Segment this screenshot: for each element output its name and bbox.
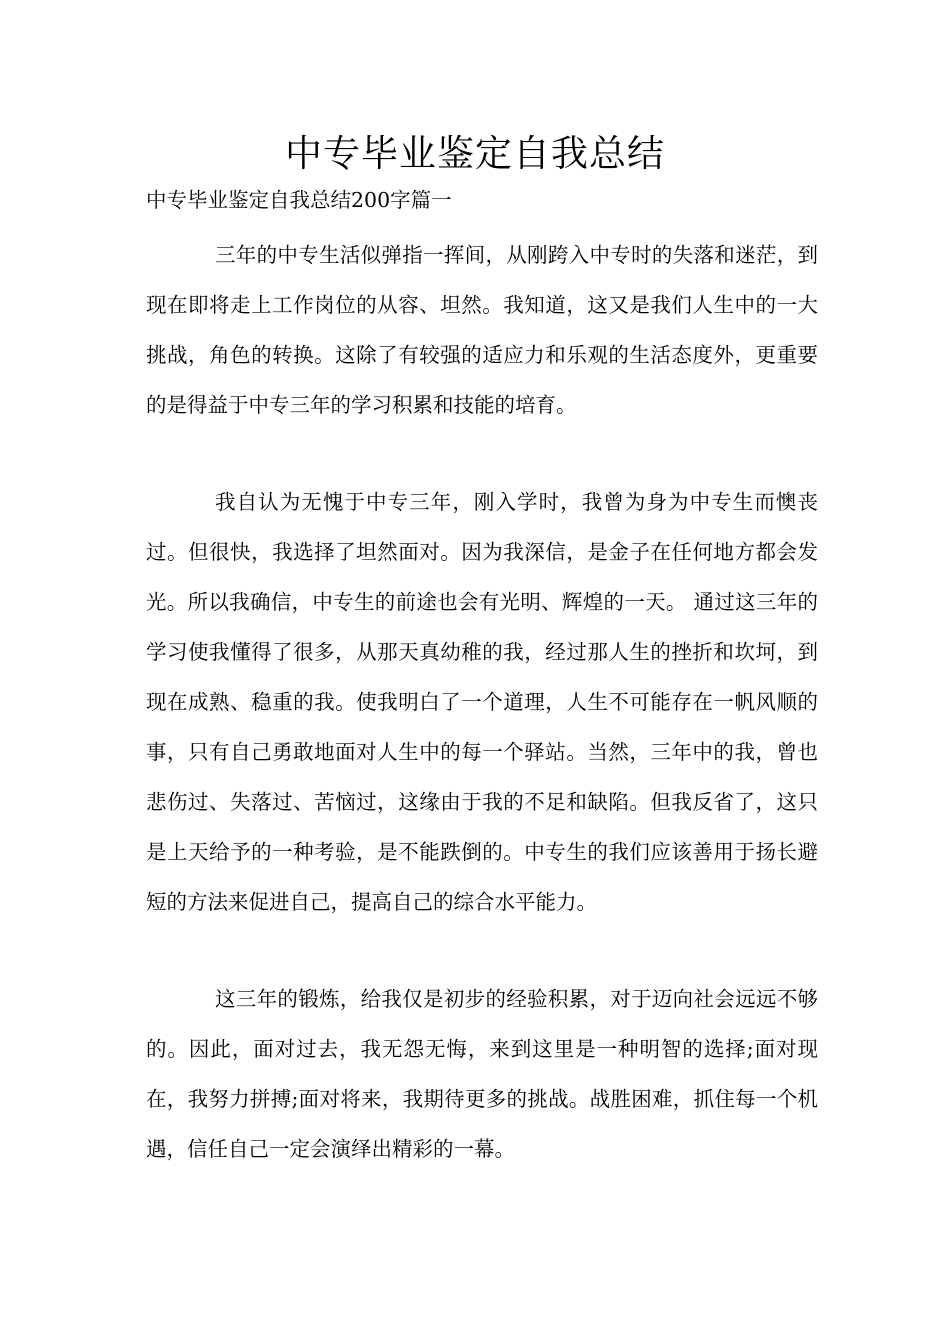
document-subtitle: 中专毕业鉴定自我总结200字篇一 xyxy=(146,188,452,212)
paragraph-3: 这三年的锻炼，给我仅是初步的经验积累，对于迈向社会远远不够的。因此，面对过去，我无怨无悔，来到这里是一种明智的选择;面对现在，我努力拼搏;面对将来，我期待更多的挑战。战胜困难，抓住每一个机遇，信任自己一定会演绎出精彩的一幕。 xyxy=(146,987,818,1161)
document-title: 中专毕业鉴定自我总结 xyxy=(285,132,665,175)
paragraph-2: 我自认为无愧于中专三年，刚入学时，我曾为身为中专生而懊丧过。但很快，我选择了坦然面对。因为我深信，是金子在任何地方都会发光。所以我确信，中专生的前途也会有光明、辉煌的一天。 通过这三年的学习使我懂得了很多，从那天真幼稚的我，经过那人生的挫折和坎坷，到现在成熟、稳重的我。使我明白了一个道理，人生不可能存在一帆风顺的事，只有自己勇敢地面对人生中的每一个驿站。当然，三年中的我，曾也悲伤过、失落过、苦恼过，这缘由于我的不足和缺陷。但我反省了，这只是上天给予的一种考验，是不能跌倒的。中专生的我们应该善用于扬长避短的方法来促进自己，提高自己的综合水平能力。 xyxy=(146,490,818,914)
paragraph-1: 三年的中专生活似弹指一挥间，从刚跨入中专时的失落和迷茫，到现在即将走上工作岗位的从容、坦然。我知道，这又是我们人生中的一大挑战，角色的转换。这除了有较强的适应力和乐观的生活态度外，更重要的是得益于中专三年的学习积累和技能的培育。 xyxy=(146,243,818,417)
